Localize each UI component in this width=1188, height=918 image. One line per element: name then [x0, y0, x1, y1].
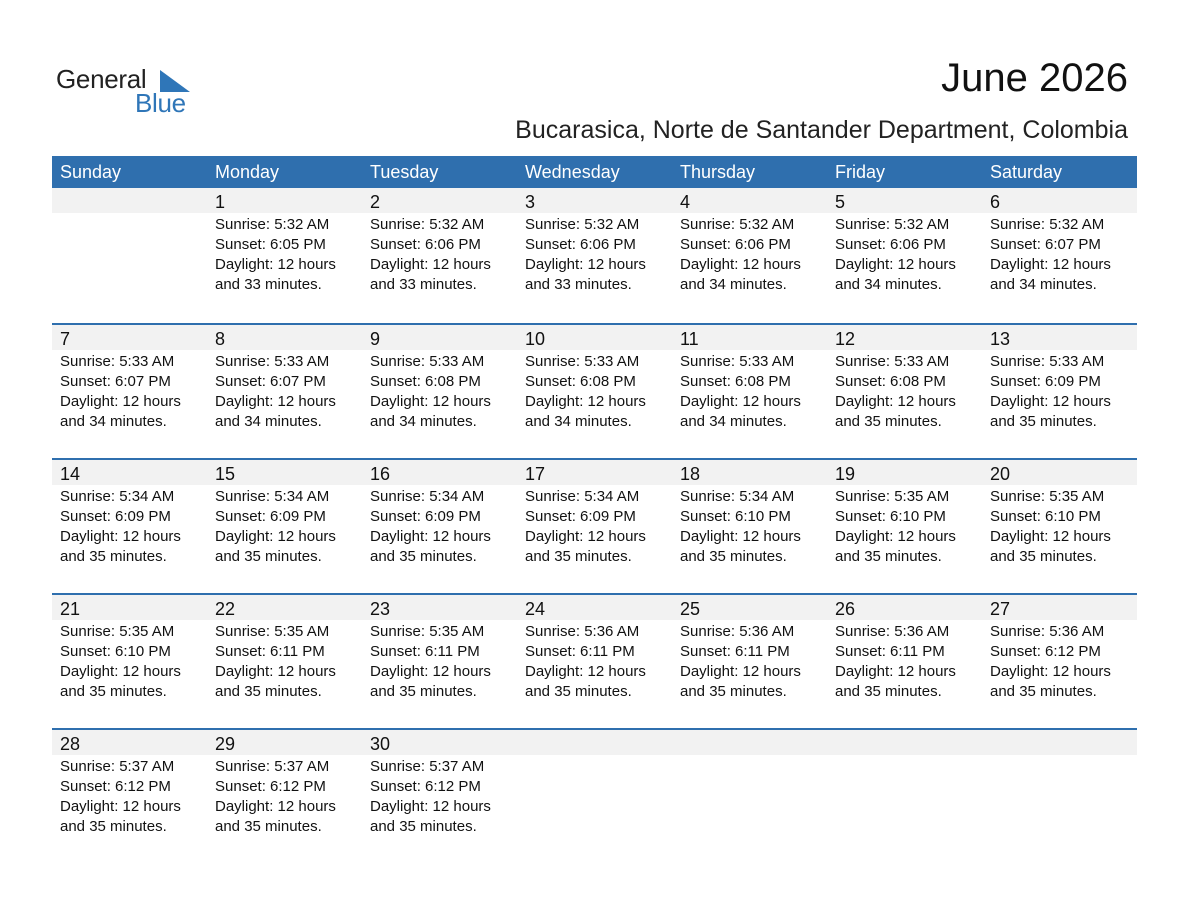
day-info	[835, 485, 982, 567]
daylight-text: Daylight: 12 hours	[990, 528, 1111, 545]
day-cell	[517, 188, 672, 295]
week-cells	[52, 460, 1137, 567]
sunrise-text: Sunrise: 5:32 AM	[835, 216, 950, 233]
sunrise-text: Sunrise: 5:37 AM	[60, 758, 175, 775]
day-cell	[827, 730, 982, 837]
sunset-text: Sunset: 6:06 PM	[835, 236, 946, 253]
day-info	[990, 350, 1137, 432]
day-number: 11	[680, 329, 699, 349]
day-number: 4	[680, 192, 691, 212]
sunrise-text: Sunrise: 5:34 AM	[680, 488, 795, 505]
day-cell	[207, 188, 362, 295]
day-info	[680, 485, 827, 567]
day-info	[60, 213, 207, 215]
day-info	[835, 755, 982, 757]
day-info	[370, 350, 517, 432]
logo-word-blue: Blue	[135, 88, 186, 118]
day-number: 3	[525, 192, 536, 212]
sunrise-text: Sunrise: 5:34 AM	[525, 488, 640, 505]
daylight-text: Daylight: 12 hours	[990, 393, 1111, 410]
day-info	[525, 620, 672, 702]
week-cells	[52, 730, 1137, 837]
day-info	[60, 620, 207, 702]
day-number: 20	[990, 464, 1011, 484]
sunrise-text: Sunrise: 5:32 AM	[370, 216, 485, 233]
daylight-text: Daylight: 12 hours	[680, 528, 801, 545]
sunset-text: Sunset: 6:07 PM	[990, 236, 1101, 253]
day-info	[990, 755, 1137, 757]
sunset-text: Sunset: 6:10 PM	[60, 643, 171, 660]
daylight-text: Daylight: 12 hours	[990, 256, 1111, 273]
day-number: 18	[680, 464, 701, 484]
daylight-minutes-text: and 33 minutes.	[370, 276, 477, 293]
day-cell	[672, 325, 827, 432]
day-cell	[362, 188, 517, 295]
daylight-text: Daylight: 12 hours	[525, 663, 646, 680]
sunset-text: Sunset: 6:09 PM	[60, 508, 171, 525]
daylight-minutes-text: and 35 minutes.	[215, 683, 322, 700]
daylight-text: Daylight: 12 hours	[60, 663, 181, 680]
daylight-minutes-text: and 35 minutes.	[990, 683, 1097, 700]
week-row	[52, 728, 1137, 863]
day-number: 26	[835, 599, 856, 619]
sunset-text: Sunset: 6:12 PM	[60, 778, 171, 795]
day-info	[370, 485, 517, 567]
calendar	[52, 156, 1137, 863]
daylight-minutes-text: and 35 minutes.	[370, 818, 477, 835]
sunset-text: Sunset: 6:12 PM	[990, 643, 1101, 660]
sunrise-text: Sunrise: 5:36 AM	[990, 623, 1105, 640]
day-cell	[827, 325, 982, 432]
daylight-minutes-text: and 34 minutes.	[680, 276, 787, 293]
day-info	[525, 755, 672, 757]
sunset-text: Sunset: 6:09 PM	[525, 508, 636, 525]
sunrise-text: Sunrise: 5:33 AM	[525, 353, 640, 370]
day-number: 28	[60, 734, 81, 754]
daylight-minutes-text: and 35 minutes.	[835, 413, 942, 430]
daylight-text: Daylight: 12 hours	[835, 663, 956, 680]
sunset-text: Sunset: 6:11 PM	[370, 643, 480, 660]
location-subtitle: Bucarasica, Norte de Santander Department, Colombia	[515, 116, 1128, 144]
day-number: 27	[990, 599, 1011, 619]
logo	[56, 64, 196, 120]
day-info	[680, 620, 827, 702]
sunset-text: Sunset: 6:05 PM	[215, 236, 326, 253]
day-info	[835, 620, 982, 702]
day-number: 21	[60, 599, 81, 619]
sunrise-text: Sunrise: 5:35 AM	[60, 623, 175, 640]
day-info	[990, 485, 1137, 567]
sunset-text: Sunset: 6:06 PM	[525, 236, 636, 253]
day-cell	[52, 188, 207, 295]
day-number: 29	[215, 734, 236, 754]
day-number: 2	[370, 192, 381, 212]
day-cell	[362, 460, 517, 567]
daylight-minutes-text: and 35 minutes.	[215, 818, 322, 835]
weekday-tuesday: Tuesday	[370, 162, 439, 182]
daylight-text: Daylight: 12 hours	[835, 393, 956, 410]
sunset-text: Sunset: 6:09 PM	[370, 508, 481, 525]
day-info	[990, 213, 1137, 295]
sunrise-text: Sunrise: 5:32 AM	[990, 216, 1105, 233]
day-cell	[362, 730, 517, 837]
daylight-minutes-text: and 34 minutes.	[60, 413, 167, 430]
sunrise-text: Sunrise: 5:32 AM	[215, 216, 330, 233]
daylight-text: Daylight: 12 hours	[835, 256, 956, 273]
day-info	[370, 755, 517, 837]
day-number: 12	[835, 329, 856, 349]
day-cell	[672, 188, 827, 295]
sunset-text: Sunset: 6:07 PM	[215, 373, 326, 390]
sunset-text: Sunset: 6:06 PM	[370, 236, 481, 253]
day-cell	[982, 595, 1137, 702]
day-number: 15	[215, 464, 236, 484]
weekday-saturday: Saturday	[990, 162, 1063, 182]
daylight-minutes-text: and 35 minutes.	[370, 683, 477, 700]
daylight-text: Daylight: 12 hours	[215, 663, 336, 680]
sunrise-text: Sunrise: 5:35 AM	[990, 488, 1105, 505]
day-info	[215, 485, 362, 567]
daylight-text: Daylight: 12 hours	[370, 528, 491, 545]
sunset-text: Sunset: 6:09 PM	[215, 508, 326, 525]
daylight-minutes-text: and 35 minutes.	[835, 683, 942, 700]
daylight-text: Daylight: 12 hours	[60, 798, 181, 815]
daylight-minutes-text: and 35 minutes.	[680, 548, 787, 565]
daylight-minutes-text: and 35 minutes.	[60, 818, 167, 835]
day-number: 24	[525, 599, 546, 619]
day-cell	[362, 595, 517, 702]
day-info	[60, 485, 207, 567]
daylight-text: Daylight: 12 hours	[370, 798, 491, 815]
daylight-minutes-text: and 33 minutes.	[525, 276, 632, 293]
week-cells	[52, 325, 1137, 432]
daylight-minutes-text: and 33 minutes.	[215, 276, 322, 293]
sunset-text: Sunset: 6:06 PM	[680, 236, 791, 253]
daylight-text: Daylight: 12 hours	[370, 256, 491, 273]
daylight-text: Daylight: 12 hours	[60, 393, 181, 410]
day-info	[215, 755, 362, 837]
week-row	[52, 458, 1137, 593]
day-number	[525, 730, 672, 755]
day-info	[990, 620, 1137, 702]
day-number: 30	[370, 734, 391, 754]
sunset-text: Sunset: 6:08 PM	[680, 373, 791, 390]
day-number: 25	[680, 599, 701, 619]
day-number: 1	[215, 192, 226, 212]
daylight-text: Daylight: 12 hours	[215, 798, 336, 815]
day-info	[525, 350, 672, 432]
day-info	[680, 213, 827, 295]
day-info	[680, 350, 827, 432]
day-cell	[517, 595, 672, 702]
day-number: 6	[990, 192, 1001, 212]
sunset-text: Sunset: 6:08 PM	[525, 373, 636, 390]
week-row	[52, 593, 1137, 728]
daylight-minutes-text: and 35 minutes.	[525, 548, 632, 565]
day-cell	[982, 730, 1137, 837]
daylight-minutes-text: and 35 minutes.	[525, 683, 632, 700]
day-info	[215, 213, 362, 295]
sunset-text: Sunset: 6:08 PM	[370, 373, 481, 390]
day-number: 17	[525, 464, 546, 484]
daylight-minutes-text: and 34 minutes.	[525, 413, 632, 430]
day-number: 22	[215, 599, 236, 619]
daylight-minutes-text: and 35 minutes.	[370, 548, 477, 565]
daylight-text: Daylight: 12 hours	[370, 663, 491, 680]
day-cell	[362, 325, 517, 432]
sunrise-text: Sunrise: 5:33 AM	[60, 353, 175, 370]
day-cell	[52, 460, 207, 567]
daylight-minutes-text: and 35 minutes.	[215, 548, 322, 565]
sunrise-text: Sunrise: 5:33 AM	[835, 353, 950, 370]
sunrise-text: Sunrise: 5:32 AM	[525, 216, 640, 233]
sunset-text: Sunset: 6:12 PM	[215, 778, 326, 795]
day-number: 5	[835, 192, 846, 212]
daylight-minutes-text: and 35 minutes.	[680, 683, 787, 700]
weekday-monday: Monday	[215, 162, 280, 182]
week-cells	[52, 595, 1137, 702]
sunrise-text: Sunrise: 5:34 AM	[60, 488, 175, 505]
day-cell	[52, 730, 207, 837]
sunrise-text: Sunrise: 5:33 AM	[215, 353, 330, 370]
week-row	[52, 323, 1137, 458]
day-cell	[982, 188, 1137, 295]
daylight-minutes-text: and 35 minutes.	[60, 548, 167, 565]
weekday-header	[52, 156, 1137, 188]
day-number: 16	[370, 464, 391, 484]
daylight-minutes-text: and 35 minutes.	[990, 413, 1097, 430]
day-number	[680, 730, 827, 755]
day-cell	[672, 595, 827, 702]
weekday-wednesday: Wednesday	[525, 162, 620, 182]
day-cell	[207, 595, 362, 702]
daylight-minutes-text: and 34 minutes.	[990, 276, 1097, 293]
sunset-text: Sunset: 6:11 PM	[680, 643, 790, 660]
sunrise-text: Sunrise: 5:36 AM	[835, 623, 950, 640]
day-cell	[672, 730, 827, 837]
daylight-minutes-text: and 35 minutes.	[990, 548, 1097, 565]
sunset-text: Sunset: 6:09 PM	[990, 373, 1101, 390]
sunset-text: Sunset: 6:10 PM	[680, 508, 791, 525]
daylight-minutes-text: and 34 minutes.	[370, 413, 477, 430]
day-cell	[207, 325, 362, 432]
daylight-minutes-text: and 34 minutes.	[215, 413, 322, 430]
day-number: 14	[60, 464, 81, 484]
sunset-text: Sunset: 6:11 PM	[525, 643, 635, 660]
daylight-text: Daylight: 12 hours	[370, 393, 491, 410]
daylight-minutes-text: and 35 minutes.	[835, 548, 942, 565]
daylight-text: Daylight: 12 hours	[215, 393, 336, 410]
weekday-sunday: Sunday	[60, 162, 122, 182]
day-info	[370, 620, 517, 702]
sunrise-text: Sunrise: 5:34 AM	[370, 488, 485, 505]
logo-word-general: General	[56, 64, 147, 94]
daylight-text: Daylight: 12 hours	[680, 663, 801, 680]
day-info	[60, 755, 207, 837]
sunset-text: Sunset: 6:11 PM	[215, 643, 325, 660]
day-info	[835, 213, 982, 295]
day-info	[525, 213, 672, 295]
sunset-text: Sunset: 6:07 PM	[60, 373, 171, 390]
calendar-weeks	[52, 188, 1137, 863]
sunset-text: Sunset: 6:10 PM	[835, 508, 946, 525]
day-number: 19	[835, 464, 856, 484]
daylight-minutes-text: and 34 minutes.	[835, 276, 942, 293]
sunrise-text: Sunrise: 5:35 AM	[370, 623, 485, 640]
day-cell	[827, 460, 982, 567]
daylight-text: Daylight: 12 hours	[835, 528, 956, 545]
daylight-text: Daylight: 12 hours	[990, 663, 1111, 680]
day-info	[215, 620, 362, 702]
week-cells	[52, 188, 1137, 295]
day-number: 8	[215, 329, 226, 349]
sunrise-text: Sunrise: 5:36 AM	[680, 623, 795, 640]
sunset-text: Sunset: 6:11 PM	[835, 643, 945, 660]
sunrise-text: Sunrise: 5:33 AM	[990, 353, 1105, 370]
sunrise-text: Sunrise: 5:37 AM	[370, 758, 485, 775]
daylight-text: Daylight: 12 hours	[680, 393, 801, 410]
daylight-text: Daylight: 12 hours	[525, 528, 646, 545]
day-cell	[207, 460, 362, 567]
weekday-friday: Friday	[835, 162, 886, 182]
day-cell	[517, 325, 672, 432]
daylight-text: Daylight: 12 hours	[525, 256, 646, 273]
day-number: 23	[370, 599, 391, 619]
sunset-text: Sunset: 6:10 PM	[990, 508, 1101, 525]
day-cell	[517, 730, 672, 837]
weekday-thursday: Thursday	[680, 162, 756, 182]
day-info	[60, 350, 207, 432]
day-cell	[52, 325, 207, 432]
daylight-text: Daylight: 12 hours	[215, 256, 336, 273]
page-title: June 2026	[941, 56, 1128, 100]
daylight-text: Daylight: 12 hours	[60, 528, 181, 545]
day-info	[835, 350, 982, 432]
day-cell	[982, 460, 1137, 567]
day-number	[990, 730, 1137, 755]
daylight-minutes-text: and 34 minutes.	[680, 413, 787, 430]
day-number: 9	[370, 329, 381, 349]
sunset-text: Sunset: 6:12 PM	[370, 778, 481, 795]
sunrise-text: Sunrise: 5:35 AM	[835, 488, 950, 505]
sunrise-text: Sunrise: 5:35 AM	[215, 623, 330, 640]
day-cell	[207, 730, 362, 837]
day-cell	[52, 595, 207, 702]
sunrise-text: Sunrise: 5:33 AM	[370, 353, 485, 370]
day-number	[835, 730, 982, 755]
day-number: 13	[990, 329, 1011, 349]
sunrise-text: Sunrise: 5:36 AM	[525, 623, 640, 640]
sunrise-text: Sunrise: 5:32 AM	[680, 216, 795, 233]
day-cell	[827, 188, 982, 295]
day-info	[215, 350, 362, 432]
daylight-minutes-text: and 35 minutes.	[60, 683, 167, 700]
week-row	[52, 188, 1137, 323]
sunrise-text: Sunrise: 5:37 AM	[215, 758, 330, 775]
day-cell	[827, 595, 982, 702]
sunrise-text: Sunrise: 5:34 AM	[215, 488, 330, 505]
day-number	[60, 188, 207, 213]
sunrise-text: Sunrise: 5:33 AM	[680, 353, 795, 370]
sunset-text: Sunset: 6:08 PM	[835, 373, 946, 390]
daylight-text: Daylight: 12 hours	[680, 256, 801, 273]
daylight-text: Daylight: 12 hours	[215, 528, 336, 545]
daylight-text: Daylight: 12 hours	[525, 393, 646, 410]
day-number: 10	[525, 329, 546, 349]
day-cell	[982, 325, 1137, 432]
day-info	[525, 485, 672, 567]
day-info	[370, 213, 517, 295]
day-number: 7	[60, 329, 71, 349]
day-cell	[517, 460, 672, 567]
day-info	[680, 755, 827, 757]
day-cell	[672, 460, 827, 567]
